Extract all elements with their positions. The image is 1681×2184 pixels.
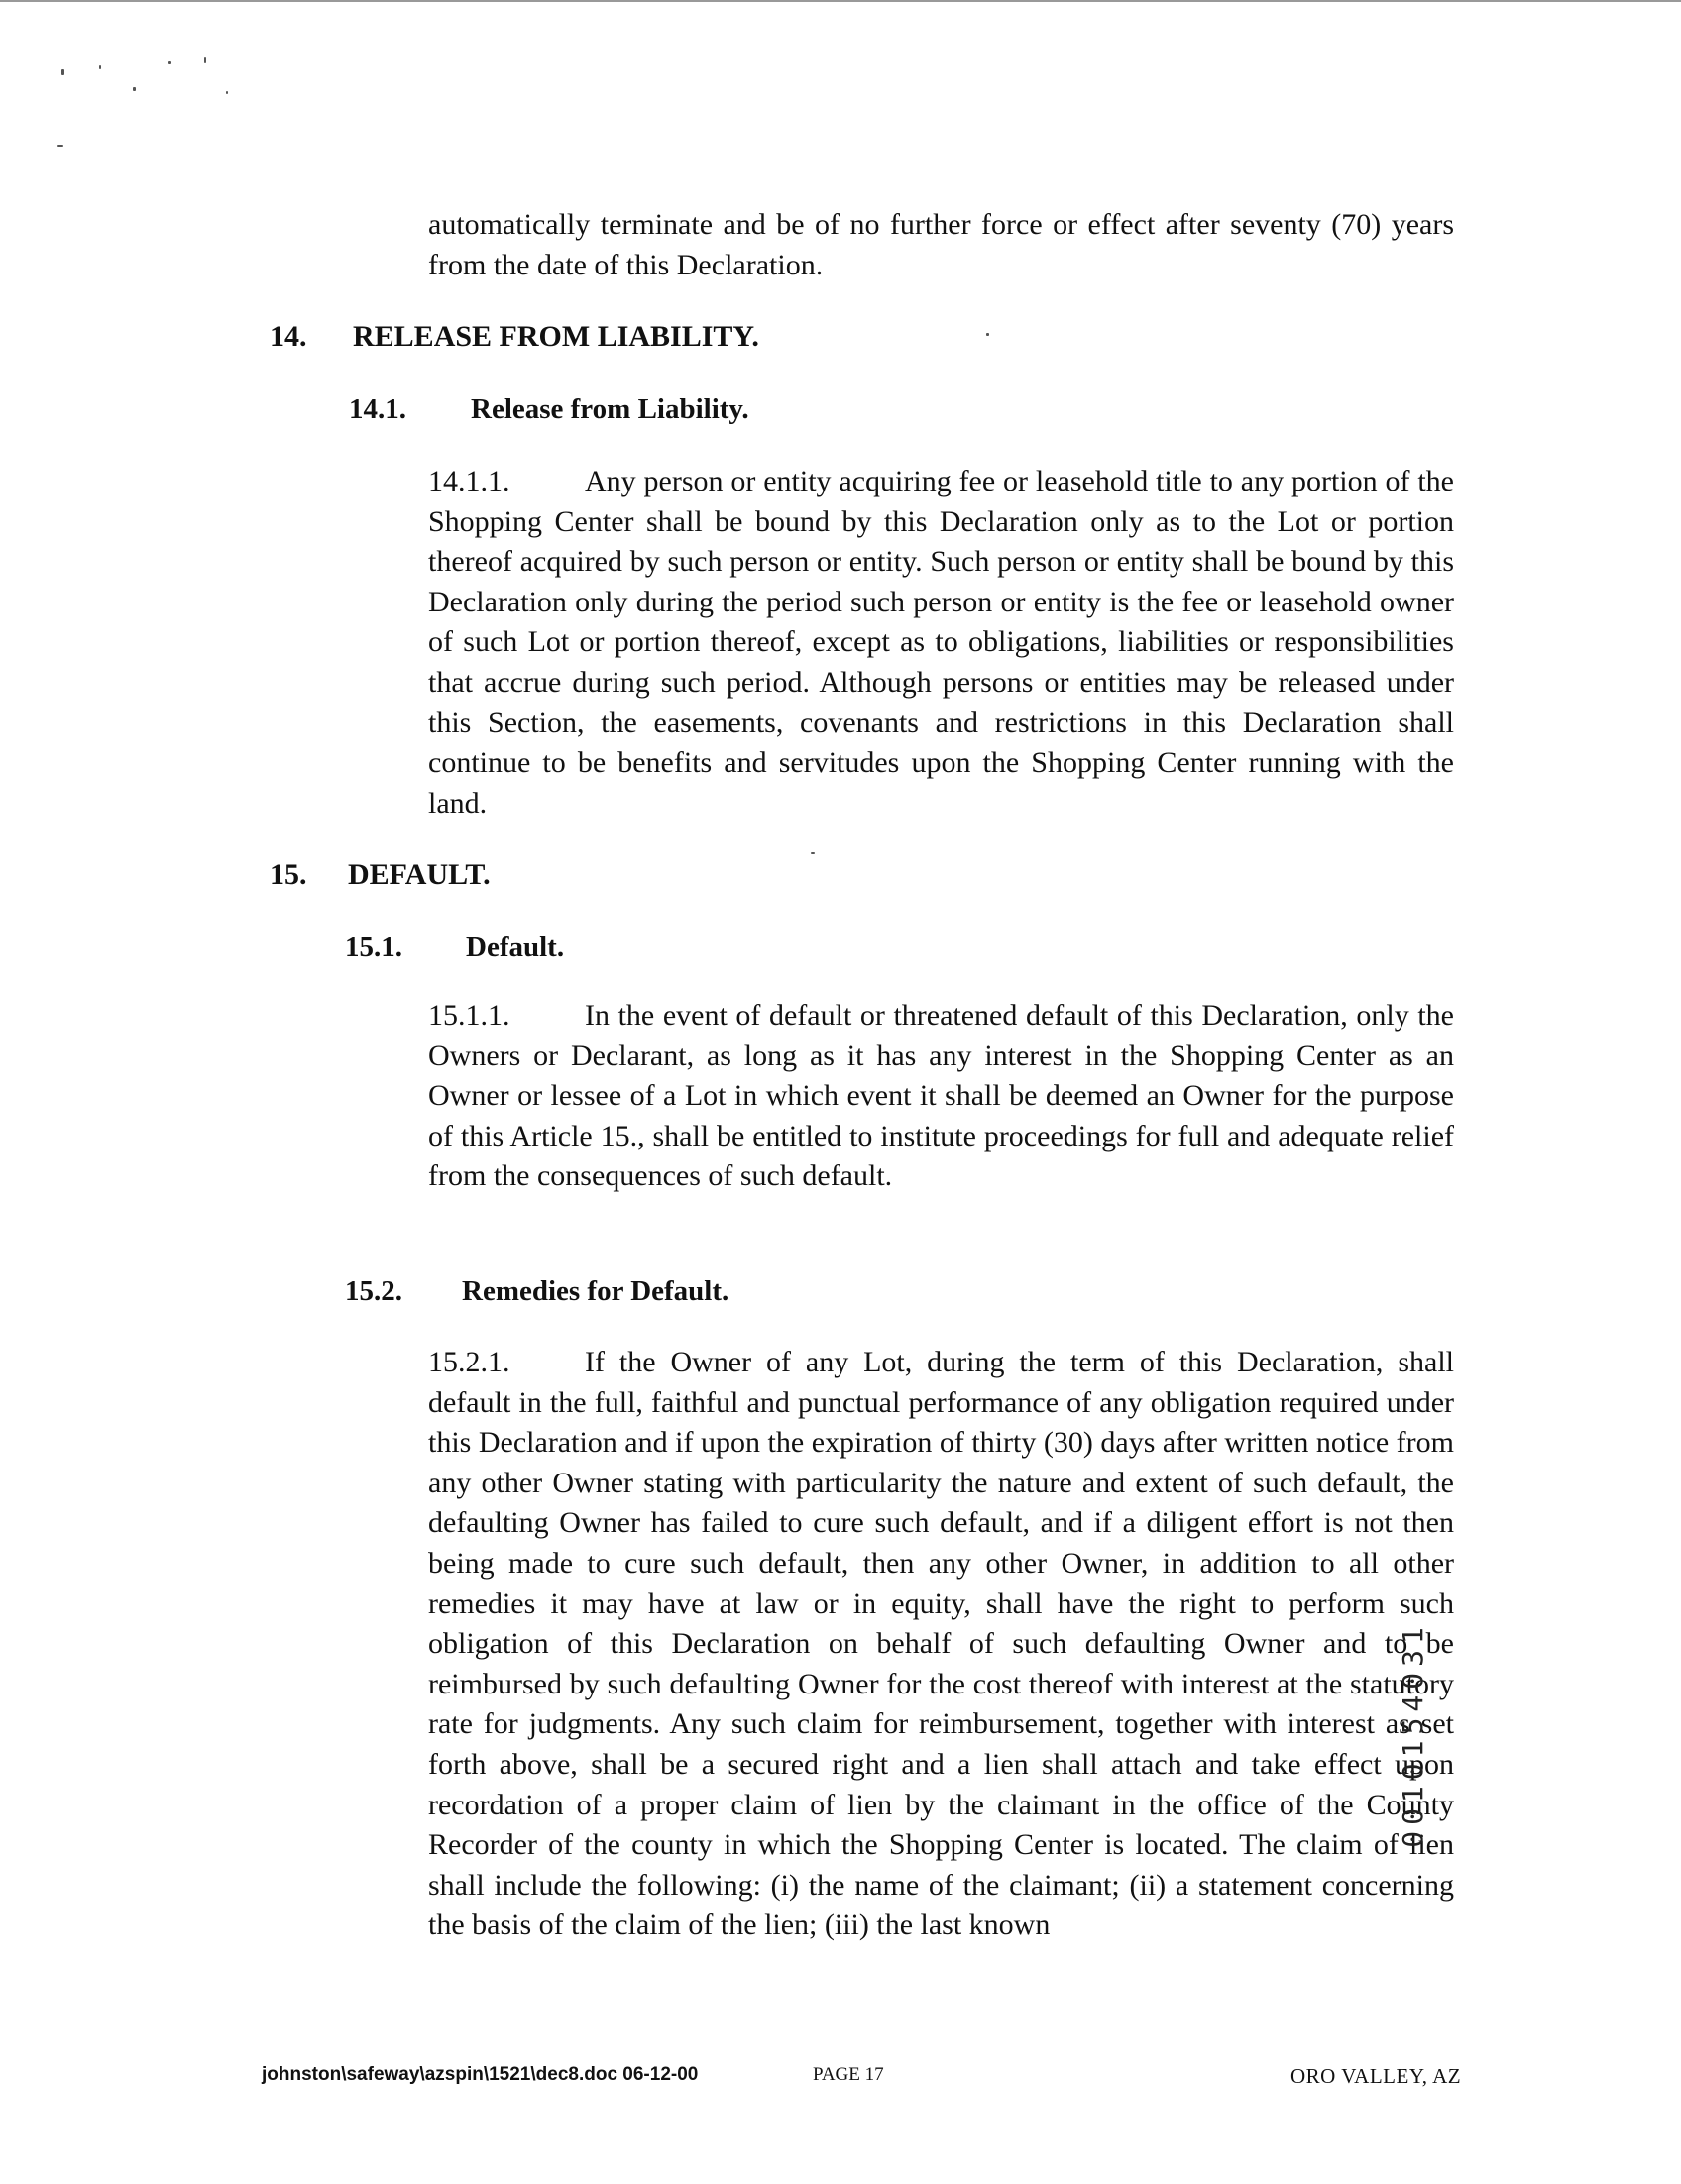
subsection-number: 14.1.	[349, 393, 406, 425]
clause-number: 15.1.1.	[428, 999, 510, 1032]
scan-speck	[986, 333, 989, 336]
clause-text: In the event of default or threatened default of this Declaration, only the Owners or Declarant, as long as it has any interest in the Shopping Center as an Owner or lessee of a Lot in which event it shall be deemed an Owner for the purpose of this Article 15., shall be entitled to institute proceedings for full and adequate relief from the consequences of such default.	[428, 999, 1454, 1193]
section-title: DEFAULT.	[348, 858, 491, 891]
scan-speck	[226, 91, 228, 94]
subsection-heading-15-2	[345, 1275, 729, 1308]
section-number: 14.	[270, 320, 307, 353]
scan-edge	[0, 0, 1681, 2]
scan-speck	[61, 69, 64, 75]
clause-text: If the Owner of any Lot, during the term of this Declaration, shall default in the full, faithful and punctual performance of any obligation required under this Declaration and if upon the expiration of thirty (30) days after written notice from any other Owner stating with particularity the nature and extent of such default, the defaulting Owner has failed to cure such default, and if a diligent effort is not then being made to cure such default, then any other Owner, in addition to all other remedies it may have at law or in equity, shall have the right to perform such obligation of this Declaration on behalf of such defaulting Owner and to be reimbursed by such defaulting Owner for the cost thereof with interest at the statutory rate for judgments. Any such claim for reimbursement, together with interest as set forth above, shall be a secured right and a lien shall attach and take effect upon recordation of a proper claim of lien by the claimant in the office of the County Recorder of the county in which the Shopping Center is located. The claim of lien shall include the following: (i) the name of the claimant; (ii) a statement concerning the basis of the claim of the lien; (iii) the last known	[428, 1346, 1454, 1942]
clause-number: 14.1.1.	[428, 465, 510, 497]
section-number: 15.	[270, 858, 307, 891]
subsection-title: Release from Liability.	[471, 393, 749, 425]
subsection-title: Default.	[466, 931, 565, 963]
clause-15-1-1	[428, 996, 1454, 1197]
recording-stamp	[1396, 1561, 1429, 1908]
scan-speck	[133, 87, 136, 91]
footer-page-number: PAGE 17	[813, 2064, 884, 2085]
clause-15-2-1	[428, 1343, 1454, 1946]
scan-speck	[811, 852, 815, 854]
scan-speck	[204, 57, 206, 63]
scan-speck	[99, 65, 101, 69]
subsection-number: 15.2.	[345, 1275, 402, 1307]
section-title: RELEASE FROM LIABILITY.	[353, 320, 759, 353]
footer-file-path: johnston\safeway\azspin\1521\dec8.doc 06-12-00	[262, 2064, 699, 2085]
clause-14-1-1	[428, 462, 1454, 823]
intro-text: automatically terminate and be of no further force or effect after seventy (70) years from the date of this Declaration.	[428, 208, 1454, 281]
scan-speck	[57, 145, 63, 147]
subsection-number: 15.1.	[345, 931, 402, 963]
clause-text: Any person or entity acquiring fee or leasehold title to any portion of the Shopping Center shall be bound by this Declaration only as to the Lot or portion thereof acquired by such person or entity. Such person or entity shall be bound by this Declaration only during the period such person or entity is the fee or leasehold owner of such Lot or portion thereof, except as to obligations, liabilities or responsibilities that accrue during such period. Although persons or entities may be released under this Section, the easements, covenants and restrictions in this Declaration shall continue to be benefits and servitudes upon the Shopping Center running with the land.	[428, 465, 1454, 819]
subsection-heading-15-1	[345, 931, 565, 964]
subsection-heading-14-1	[349, 393, 749, 426]
subsection-title: Remedies for Default.	[462, 1275, 729, 1307]
intro-paragraph	[428, 205, 1454, 285]
footer-location: ORO VALLEY, AZ	[1290, 2064, 1462, 2088]
clause-number: 15.2.1.	[428, 1346, 510, 1378]
scan-speck	[168, 61, 171, 64]
recording-stamp-text: 0010154031	[1396, 1620, 1429, 1848]
